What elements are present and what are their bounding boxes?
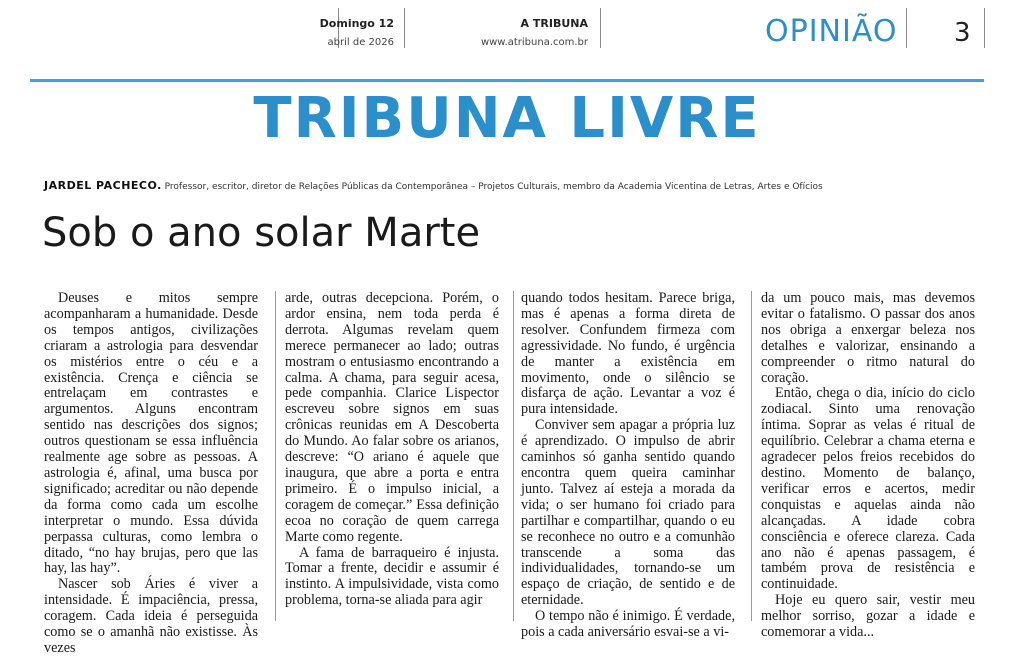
- divider-line: [984, 8, 985, 48]
- article-column-4: [761, 291, 975, 641]
- paragraph: Deuses e mitos sempre acompanharam a humanidade. Desde os tempos antigos, civilizações criaram a astrologia para desvendar os mistérios entre o céu e a existência. Crença e ciência se entrelaçam em contrastes e argumentos. Alguns encontram sentido nas descrições dos signos; outros questionam se essa influência realmente age sobre as pessoas. A astrologia é, afinal, uma busca por significado; acreditar ou não depende da forma como cada um escolhe interpretar o mundo. Essa dúvida perpassa culturas, como lembra o ditado, “no hay brujas, pero que las hay, las hay”.: [44, 290, 258, 577]
- divider-line: [600, 8, 601, 48]
- paragraph: O tempo não é inimigo. É verdade, pois a cada aniversário esvai-se a vi-: [521, 608, 735, 641]
- edition-day: Domingo 12: [319, 17, 394, 30]
- column-divider: [751, 291, 752, 621]
- paragraph: arde, outras decepciona. Porém, o ardor ensina, nem toda perda é derrota. Algumas revelam quem merece permanecer ao lado; outras mostram o entusiasmo encontrando a calma. A chama, para seguir acesa, pede companhia. Clarice Lispector escreveu sobre signos em suas crônicas reunidas em A Descoberta do Mundo. Ao falar sobre os arianos, descreve: “O ariano é aquele que inaugura, que abre a porta e entra primeiro. É o impulso inicial, a coragem de começar.” Essa definição ecoa no coração de quem carrega Marte como regente.: [285, 290, 499, 545]
- column-title: TRIBUNA LIVRE: [253, 86, 761, 151]
- column-divider: [513, 291, 514, 621]
- divider-line: [404, 8, 405, 48]
- author-bio: Professor, escritor, diretor de Relações Públicas da Contemporânea – Projetos Culturais, membro da Academia Vicentina de Letras, Artes e Ofícios: [164, 182, 823, 192]
- paragraph: quando todos hesitam. Parece briga, mas é apenas a forma direta de resolver. Confundem firmeza com agressividade. No fundo, é urgência de manter a existência em movimento, onde o silêncio se disfarça de ação. Levantar a voz é pura intensidade.: [521, 290, 735, 418]
- newspaper-name: A TRIBUNA: [520, 17, 588, 30]
- newspaper-website: www.atribuna.com.br: [480, 37, 588, 48]
- paragraph: Então, chega o dia, início do ciclo zodiacal. Sinto uma renovação íntima. Soprar as velas é ritual de equilíbrio. Celebrar a chama eterna e agradecer pelos freios recebidos do destino. Momento de balanço, verificar erros e acertos, medir conquistas e aquelas ainda não alcançadas. A idade cobra consciência e oferece clareza. Cada ano não é apenas passagem, é também prova de resistência e continuidade.: [761, 385, 975, 593]
- divider-line: [906, 8, 907, 48]
- paragraph: Conviver sem apagar a própria luz é aprendizado. O impulso de abrir caminhos só ganha sentido quando encontra quem queira caminhar junto. Talvez aí esteja a morada da vida; o ser humano foi criado para partilhar e compartilhar, quando o eu se reconhece no outro e a comunhão transcende a soma das individualidades, tornando-se um espaço de criação, de sentido e de eternidade.: [521, 417, 735, 609]
- article-column-2: [285, 291, 499, 609]
- column-divider: [275, 291, 276, 621]
- article-column-1: [44, 291, 258, 657]
- paragraph: Hoje eu quero sair, vestir meu melhor sorriso, gozar a idade e comemorar a vida...: [761, 592, 975, 641]
- page-number: 3: [954, 18, 971, 48]
- paragraph: da um pouco mais, mas devemos evitar o fatalismo. O passar dos anos nos obriga a enxergar beleza nos detalhes e valorizar, ensinando a compreender o ritmo natural do coração.: [761, 290, 975, 386]
- paragraph: Nascer sob Áries é viver a intensidade. É impaciência, pressa, coragem. Cada ideia é perseguida como se o amanhã não existisse. Às vezes: [44, 576, 258, 656]
- article-headline: Sob o ano solar Marte: [42, 210, 481, 256]
- header-rule: [30, 79, 984, 82]
- masthead: [0, 0, 1024, 80]
- section-title: OPINIÃO: [765, 14, 898, 49]
- article-column-3: [521, 291, 735, 641]
- paragraph: A fama de barraqueiro é injusta. Tomar a frente, decidir e assumir é instinto. A impulsividade, vista como problema, torna-se aliada para agir: [285, 544, 499, 609]
- edition-date: abril de 2026: [327, 37, 394, 48]
- author-byline: [44, 179, 1004, 192]
- author-name: JARDEL PACHECO.: [44, 179, 162, 192]
